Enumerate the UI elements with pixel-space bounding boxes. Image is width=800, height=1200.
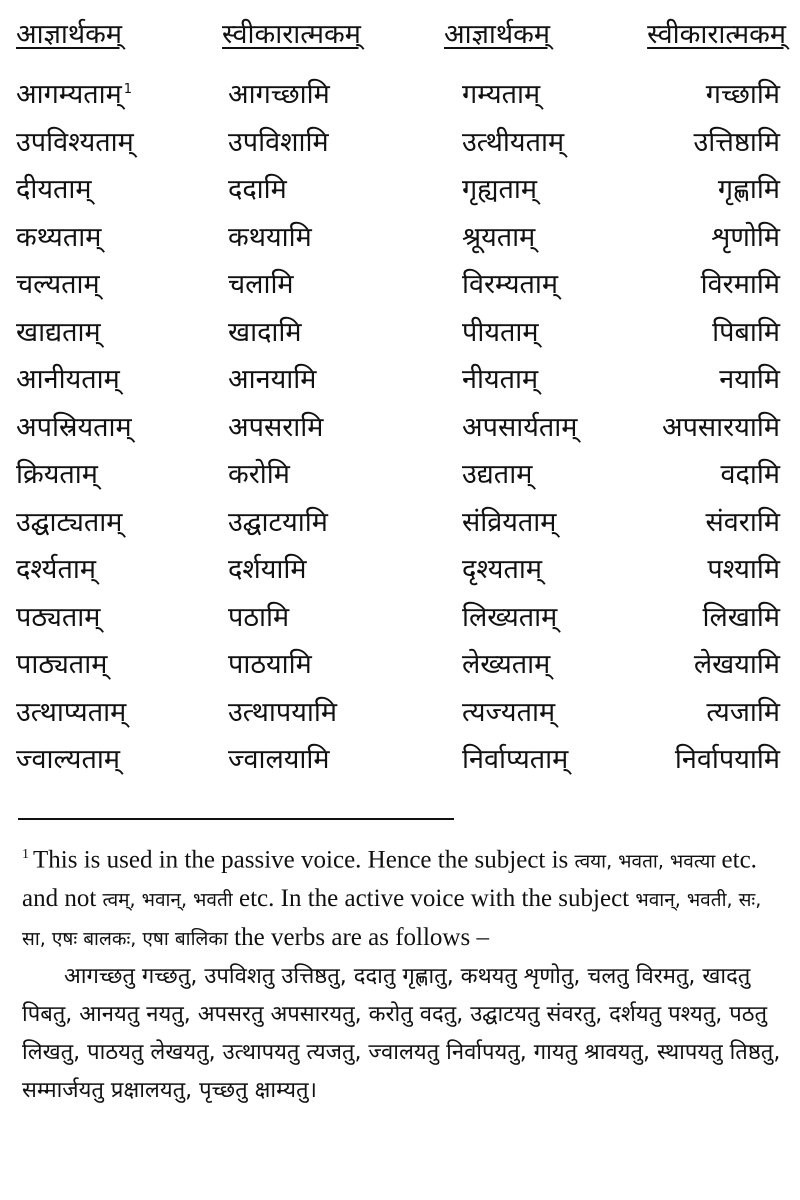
cell-affirmative-2: पश्यामि [707,554,780,585]
table-row [14,169,786,217]
footnote-text-d: the verbs are as follows – [227,924,489,952]
table-row [14,359,786,407]
cell-imperative-1: ज्वाल्यताम् [16,744,120,775]
cell-imperative-2: उत्थीयताम् [462,126,565,158]
cell-imperative-2: नीयताम् [462,364,539,395]
cell-affirmative-1: करोमि [228,459,290,490]
table-row [14,692,786,740]
footnote-reference: 1 [123,82,133,97]
footnote-text-b: etc. and not [22,846,757,913]
cell-affirmative-2: उत्तिष्ठामि [693,126,780,158]
cell-imperative-2: दृश्यताम् [462,554,543,585]
cell-imperative-2: संव्रियताम् [462,506,557,538]
cell-imperative-2: उद्यताम् [462,459,533,490]
cell-imperative-1: कथ्यताम् [16,221,102,253]
cell-affirmative-2: वदामि [720,459,780,490]
cell-affirmative-1: पठामि [228,601,290,633]
footnote-divider [18,818,454,820]
cell-affirmative-2: लेखयामि [693,649,780,680]
cell-imperative-1: क्रियताम् [16,459,98,490]
cell-affirmative-2: निर्वापयामि [674,744,780,775]
footnote-marker: 1 [22,847,29,862]
footnote-text-c: etc. In the active voice with the subject [232,885,636,913]
table-row [14,549,786,597]
cell-affirmative-2: शृणोमि [711,221,780,253]
cell-affirmative-2: विरमामि [700,269,780,300]
cell-imperative-1: उपविश्यताम् [16,126,134,158]
cell-affirmative-1: अपसरामि [228,411,324,443]
cell-imperative-1: पाठ्यताम् [16,649,108,680]
cell-imperative-2: निर्वाप्यताम् [462,744,569,775]
cell-affirmative-1: उद्घाटयामि [228,506,328,538]
table-row [14,454,786,502]
cell-imperative-1: उत्थाप्यताम् [16,696,127,728]
cell-imperative-2: लिख्यताम् [462,601,558,633]
header-imperative-1: आज्ञार्थकम् [16,19,123,50]
cell-affirmative-1: खादामि [228,316,302,348]
cell-affirmative-1: ज्वालयामि [228,744,330,775]
cell-imperative-2: श्रूयताम् [462,221,536,253]
table-row [14,312,786,360]
footnote-verb-list: आगच्छतु गच्छतु, उपविशतु उत्तिष्ठतु, ददातु गृह्णातु, कथयतु शृणोतु, चलतु विरमतु, खादतु पिबतु, आनयतु नयतु, अपसरतु अपसारयतु, करोतु वदतु, उद्घाटयतु संवरतु, दर्शयतु पश्यतु, पठतु लिखतु, पाठयतु लेखयतु, उत्थापयतु त्यजतु, ज्वालयतु निर्वापयतु, गायतु श्रावयतु, स्थापयतु तिष्ठतु, सम्मार्जयतु प्रक्षालयतु, पृच्छतु क्षाम्यतु। [22,964,781,1104]
cell-imperative-2: गम्यताम् [462,79,541,110]
cell-imperative-2: विरम्यताम् [462,269,559,300]
footnote-deva-a: त्वया, भवता, भवत्या [574,850,716,873]
table-row [14,264,786,312]
cell-imperative-1: अपस्रियताम् [16,411,132,443]
cell-affirmative-2: अपसारयामि [661,411,780,443]
cell-imperative-1: दीयताम् [16,174,92,205]
cell-imperative-2: त्यज्यताम् [462,696,556,728]
table-header [14,14,786,54]
header-affirmative-2: स्वीकारात्मकम् [647,19,786,50]
table-row [14,122,786,170]
footnote [22,836,784,1110]
cell-affirmative-1: पाठयामि [228,649,312,680]
header-imperative-2: आज्ञार्थकम् [444,19,551,50]
cell-imperative-2: पीयताम् [462,316,539,348]
cell-affirmative-2: लिखामि [702,601,780,633]
cell-affirmative-2: संवरामि [705,506,780,538]
cell-affirmative-1: चलामि [228,269,294,300]
cell-affirmative-1: कथयामि [228,221,312,253]
cell-affirmative-2: गच्छामि [705,79,780,110]
footnote-intro [22,836,784,958]
cell-affirmative-2: पिबामि [712,316,780,348]
footnote-deva-b: त्वम्, भवान्, भवती [102,889,233,912]
cell-affirmative-1: आगच्छामि [228,79,330,110]
cell-imperative-1: चल्यताम् [16,269,100,300]
cell-affirmative-1: दर्शयामि [228,554,307,585]
verb-table [14,74,786,787]
cell-affirmative-2: नयामि [719,364,780,395]
table-row [14,407,786,455]
cell-imperative-1: आनीयताम् [16,364,120,395]
table-row [14,739,786,787]
table-row [14,502,786,550]
cell-affirmative-1: उपविशामि [228,126,329,158]
cell-affirmative-2: गृह्णामि [717,174,780,205]
header-affirmative-1: स्वीकारात्मकम् [222,19,361,50]
cell-affirmative-1: उत्थापयामि [228,696,338,728]
cell-imperative-1: उद्घाट्यताम् [16,506,123,538]
footnote-text-a: This is used in the passive voice. Hence the subject is [33,846,575,874]
cell-affirmative-1: ददामि [228,174,287,205]
cell-imperative-1: आगम्यताम् $^1$ [16,79,133,110]
footnote-deva-c: भवान्, भवती, सः, सा, एषः बालकः, एषा बालिका [22,889,762,951]
table-row [14,74,786,122]
cell-imperative-1: पठ्यताम् [16,601,101,633]
table-row [14,644,786,692]
table-row [14,217,786,265]
cell-imperative-2: अपसार्यताम् [462,411,578,443]
cell-affirmative-2: त्यजामि [706,696,780,728]
cell-imperative-1: खाद्यताम् [16,316,101,348]
table-row [14,597,786,645]
cell-imperative-1: दर्श्यताम् [16,554,97,585]
cell-imperative-2: गृह्यताम् [462,174,537,205]
cell-affirmative-1: आनयामि [228,364,317,395]
cell-imperative-2: लेख्यताम् [462,649,551,680]
